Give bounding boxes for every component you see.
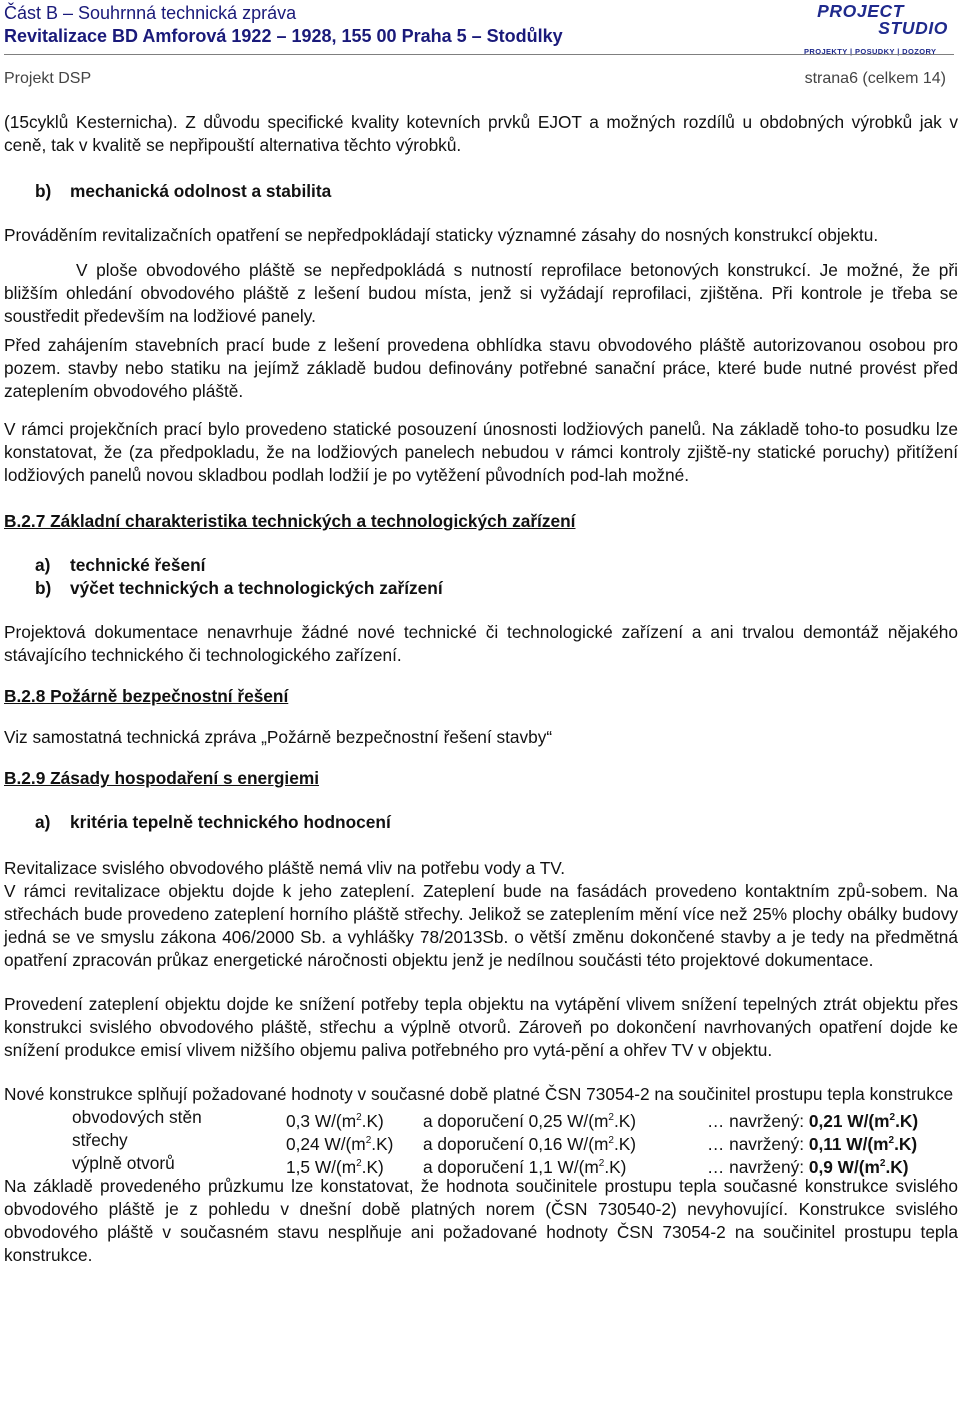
subsection-heading: a) technické řešení (35, 555, 206, 575)
u-value-row (4, 1129, 958, 1152)
paragraph: Před zahájením stavebních prací bude z lešení provedena obhlídka stavu obvodového pláště autorizovanou osobou pro pozem. stavby nebo statiku na jejímž základě budou definovány potřebné sanační práce, které bude nutné provést před zateplením obvodového pláště. (4, 335, 958, 401)
designed-value: … navržený: 0,21 $W/(m^2.K)$ (707, 1110, 919, 1131)
subsection-heading: b) mechanická odolnost a stabilita (35, 181, 332, 201)
construction-name: střechy (72, 1130, 128, 1150)
header-divider (4, 54, 954, 55)
section-heading-b27: B.2.7 Základní charakteristika technických a technologických zařízení (4, 511, 576, 531)
paragraph: V rámci revitalizace objektu dojde k jeho zateplení. Zateplení bude na fasádách provedeno kontaktním způ-sobem. Na střechách bude provedeno zateplení horního pláště střechy. Jelikož se zateplením mění více než 25% plochy obálky budovy jedná se ve smyslu zákona 406/2000 Sb. a vyhlášky 78/2013Sb. o větší změnu dokončené stavby a je tedy na předmětná opatření zpracován průkaz energetické náročnosti objektu jenž je nedílnou součásti této projektové dokumentace. (4, 881, 958, 970)
document-title: Část B – Souhrnná technická zpráva (4, 3, 297, 23)
u-value-row (4, 1152, 958, 1175)
section-heading-b29: B.2.9 Zásady hospodaření s energiemi (4, 768, 320, 788)
paragraph: V ploše obvodového pláště se nepředpokládá s nutností reprofilace betonových konstrukcí. Je možné, že při bližším ohledání obvodového pláště z lešení budou místa, jenž si vyžádají reprofilaci, zjištěna. Při kontrole je třeba se soustředit především na lodžiové panely. (4, 260, 958, 326)
subsection-heading: b) výčet technických a technologických zařízení (35, 578, 443, 598)
section-heading-b28: B.2.8 Požárně bezpečnostní řešení (4, 686, 289, 706)
document-body (4, 111, 958, 1267)
paragraph: (15cyklů Kesternicha). Z důvodu specifické kvality kotevních prvků EJOT a možných rozdílů u obdobných výrobků jak v ceně, tak v kvalitě se nepřipouští alternativa těchto výrobků. (4, 112, 958, 155)
logo-line-2: STUDIO (878, 18, 948, 38)
paragraph: Na základě provedeného průzkumu lze konstatovat, že hodnota součinitele prostupu tepla současné konstrukce svislého obvodového pláště je z pohledu v dnešní době platných norem (ČSN 730540-2) nevyhovující. Konstrukce svislého obvodového pláště v současném stavu nesplňuje ani požadované hodnoty ČSN 73054-2 na součinitel prostupu tepla konstrukce. (4, 1176, 958, 1265)
project-title: Revitalizace BD Amforová 1922 – 1928, 155 00 Praha 5 – Stodůlky (4, 26, 563, 46)
paragraph: V rámci projekčních prací bylo provedeno statické posouzení únosnosti lodžiových panelů. Na základě toho-to posudku lze konstatovat, že (za předpokladu, že na lodžiových panelech nebudou v rámci kontroly zjiště-ny statické poruchy) přitížení lodžiových panelů novou skladbou podlah lodžií je po vytěžení původních pod-lah možné. (4, 419, 958, 485)
logo-line-3: PROJEKTY | POSUDKY | DOZORY (804, 47, 937, 56)
paragraph: Viz samostatná technická zpráva „Požárně bezpečnostní řešení stavby“ (4, 727, 553, 747)
construction-name: obvodových stěn (72, 1107, 202, 1127)
designed-value: … navržený: 0,11 $W/(m^2.K)$ (707, 1133, 918, 1154)
construction-name: výplně otvorů (72, 1153, 175, 1173)
u-values-table (4, 1106, 958, 1175)
project-stage-label: Projekt DSP (4, 70, 92, 87)
designed-value: … navržený: 0,9 $W/(m^2.K)$ (707, 1156, 909, 1177)
required-value: 0,3 $W/(m^2.K)$ (286, 1110, 384, 1131)
logo-line-1: PROJECT (817, 1, 904, 21)
page-number: strana6 (celkem 14) (804, 70, 946, 87)
recommended-value: a doporučení 1,1 $W/(m^2.K)$ (423, 1156, 627, 1177)
u-value-row (4, 1106, 958, 1129)
recommended-value: a doporučení 0,25 $W/(m^2.K)$ (423, 1110, 637, 1131)
required-value: 1,5 $W/(m^2.K)$ (286, 1156, 384, 1177)
subsection-heading: a) kritéria tepelně technického hodnocení (35, 812, 391, 832)
paragraph: Prováděním revitalizačních opatření se nepředpokládají staticky významné zásahy do nosných konstrukcí objektu. (4, 225, 879, 245)
paragraph: Provedení zateplení objektu dojde ke snížení potřeby tepla objektu na vytápění vlivem snížení tepelných ztrát objektu přes konstrukci svislého obvodového pláště, střechu a výplně otvorů. Zároveň po dokončení navrhovaných opatření dojde ke snížení produkce emisí vlivem nižšího objemu paliva potřebného pro vytá-pění a ohřev TV v objektu. (4, 994, 958, 1060)
paragraph: Nové konstrukce splňují požadované hodnoty v současné době platné ČSN 73054-2 na součinitel prostupu tepla konstrukce (4, 1084, 954, 1104)
company-logo (802, 0, 954, 56)
paragraph: Revitalizace svislého obvodového pláště nemá vliv na potřebu vody a TV. (4, 858, 566, 878)
required-value: 0,24 $W/(m^2.K)$ (286, 1133, 394, 1154)
recommended-value: a doporučení 0,16 $W/(m^2.K)$ (423, 1133, 637, 1154)
paragraph: Projektová dokumentace nenavrhuje žádné nové technické či technologické zařízení a ani trvalou demontáž nějakého stávajícího technického či technologického zařízení. (4, 622, 958, 665)
